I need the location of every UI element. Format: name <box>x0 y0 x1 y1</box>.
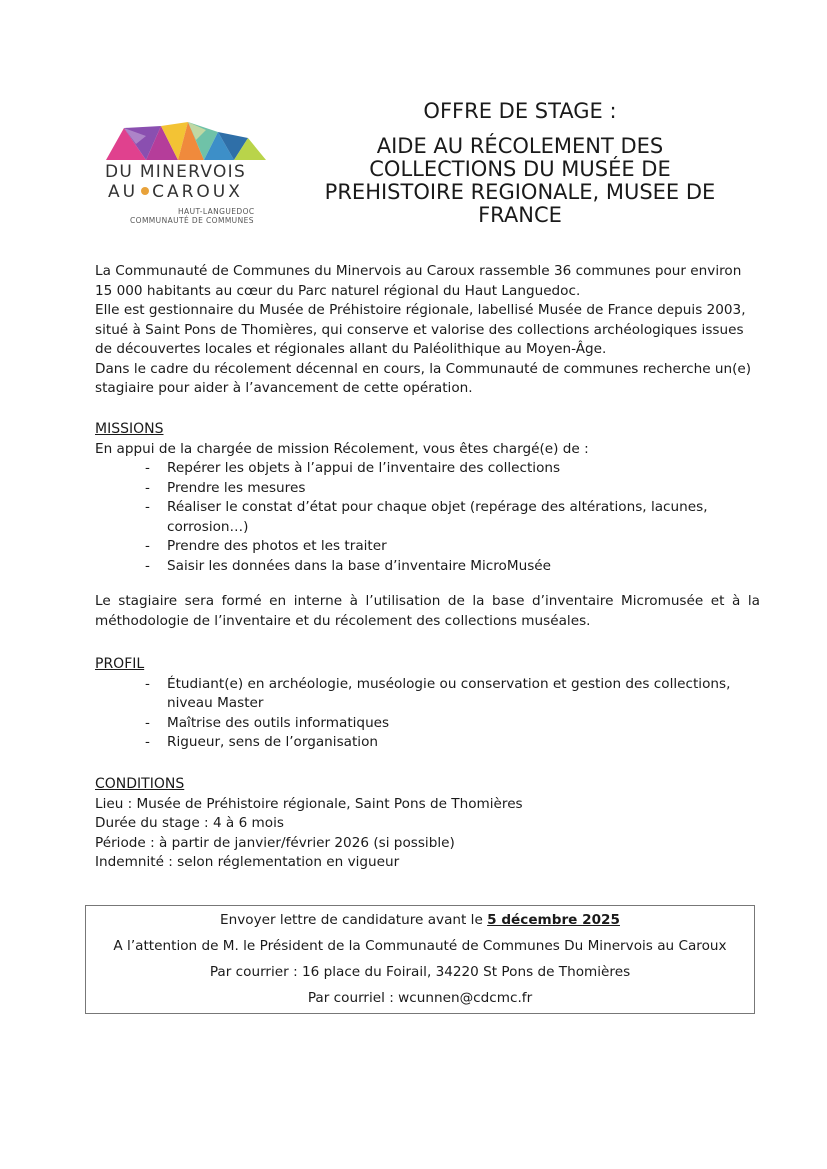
application-info-box <box>85 905 755 1014</box>
postal-address-line: Par courrier : 16 place du Foirail, 34220 St Pons de Thomières <box>209 964 631 980</box>
missions-section <box>95 420 760 576</box>
email-line[interactable]: Par courriel : wcunnen@cdcmc.fr <box>307 990 533 1006</box>
title-line-offer: OFFRE DE STAGE : <box>423 99 617 123</box>
missions-lead: En appui de la chargée de mission Récolement, vous êtes chargé(e) de : <box>95 440 589 457</box>
logo-subtitle-community: COMMUNAUTÉ DE COMMUNES <box>130 216 254 225</box>
attention-line: A l’attention de M. le Président de la Communauté de Communes Du Minervois au Caroux <box>113 938 727 954</box>
condition-stipend: Indemnité : selon réglementation en vigueur <box>95 854 400 870</box>
profil-heading: PROFIL <box>95 656 145 672</box>
logo-text-caroux: CAROUX <box>152 182 243 202</box>
missions-list <box>95 459 760 576</box>
profil-list <box>95 675 760 753</box>
logo-dot-icon <box>141 187 149 195</box>
title-line-2: AIDE AU RÉCOLEMENT DES <box>376 134 664 158</box>
list-item: - Saisir les données dans la base d’inventaire MicroMusée <box>145 557 760 577</box>
list-item: - Maîtrise des outils informatiques <box>145 714 760 734</box>
title-line-3: COLLECTIONS DU MUSÉE DE <box>369 157 671 181</box>
deadline-prefix: Envoyer lettre de candidature avant le <box>220 912 488 928</box>
list-item: - Repérer les objets à l’appui de l’inventaire des collections <box>145 459 760 479</box>
application-deadline-line <box>86 907 754 933</box>
page-title <box>300 100 740 227</box>
list-item: - Rigueur, sens de l’organisation <box>145 733 760 753</box>
profil-section <box>95 655 760 753</box>
intro-paragraph-3: Dans le cadre du récolement décennal en cours, la Communauté de communes recherche un(e) stagiaire pour aider à l’avancement de cette opération. <box>95 360 752 396</box>
intro-section <box>95 262 760 399</box>
title-line-5: FRANCE <box>478 203 562 227</box>
list-item: - Prendre des photos et les traiter <box>145 537 760 557</box>
logo-text-line1: DU MINERVOIS <box>105 162 247 182</box>
intro-paragraph-2: Elle est gestionnaire du Musée de Préhistoire régionale, labellisé Musée de France depuis 2003, situé à Saint Pons de Thomières, qui conserve et valorise des collections archéologiques issues de découvertes locales et régionales allant du Paléolithique au Moyen-Âge. <box>95 302 746 357</box>
list-item: - Prendre les mesures <box>145 479 760 499</box>
training-note: Le stagiaire sera formé en interne à l’utilisation de la base d’inventaire Micromusée et à la méthodologie de l’inventaire et du récolement des collections muséales. <box>95 593 760 629</box>
list-item: - Étudiant(e) en archéologie, muséologie ou conservation et gestion des collections, niveau Master <box>145 675 760 714</box>
missions-heading: MISSIONS <box>95 421 164 437</box>
title-line-4: PREHISTOIRE REGIONALE, MUSEE DE <box>324 180 716 204</box>
logo-subtitle-region: HAUT-LANGUEDOC <box>178 207 255 216</box>
deadline-date: 5 décembre 2025 <box>487 912 620 928</box>
list-item: - Réaliser le constat d’état pour chaque objet (repérage des altérations, lacunes, corrosion…) <box>145 498 760 537</box>
mountains-logo-icon <box>106 118 266 160</box>
condition-period: Période : à partir de janvier/février 2026 (si possible) <box>95 834 455 851</box>
conditions-heading: CONDITIONS <box>95 776 185 792</box>
logo-text-line2 <box>108 182 278 202</box>
logo-text-au: AU <box>108 182 139 202</box>
condition-location: Lieu : Musée de Préhistoire régionale, Saint Pons de Thomières <box>95 795 523 812</box>
conditions-section <box>95 775 760 873</box>
logo <box>100 118 270 233</box>
intro-paragraph-1: La Communauté de Communes du Minervois au Caroux rassemble 36 communes pour environ 15 000 habitants au cœur du Parc naturel régional du Haut Languedoc. <box>95 263 742 299</box>
condition-duration: Durée du stage : 4 à 6 mois <box>95 815 284 831</box>
